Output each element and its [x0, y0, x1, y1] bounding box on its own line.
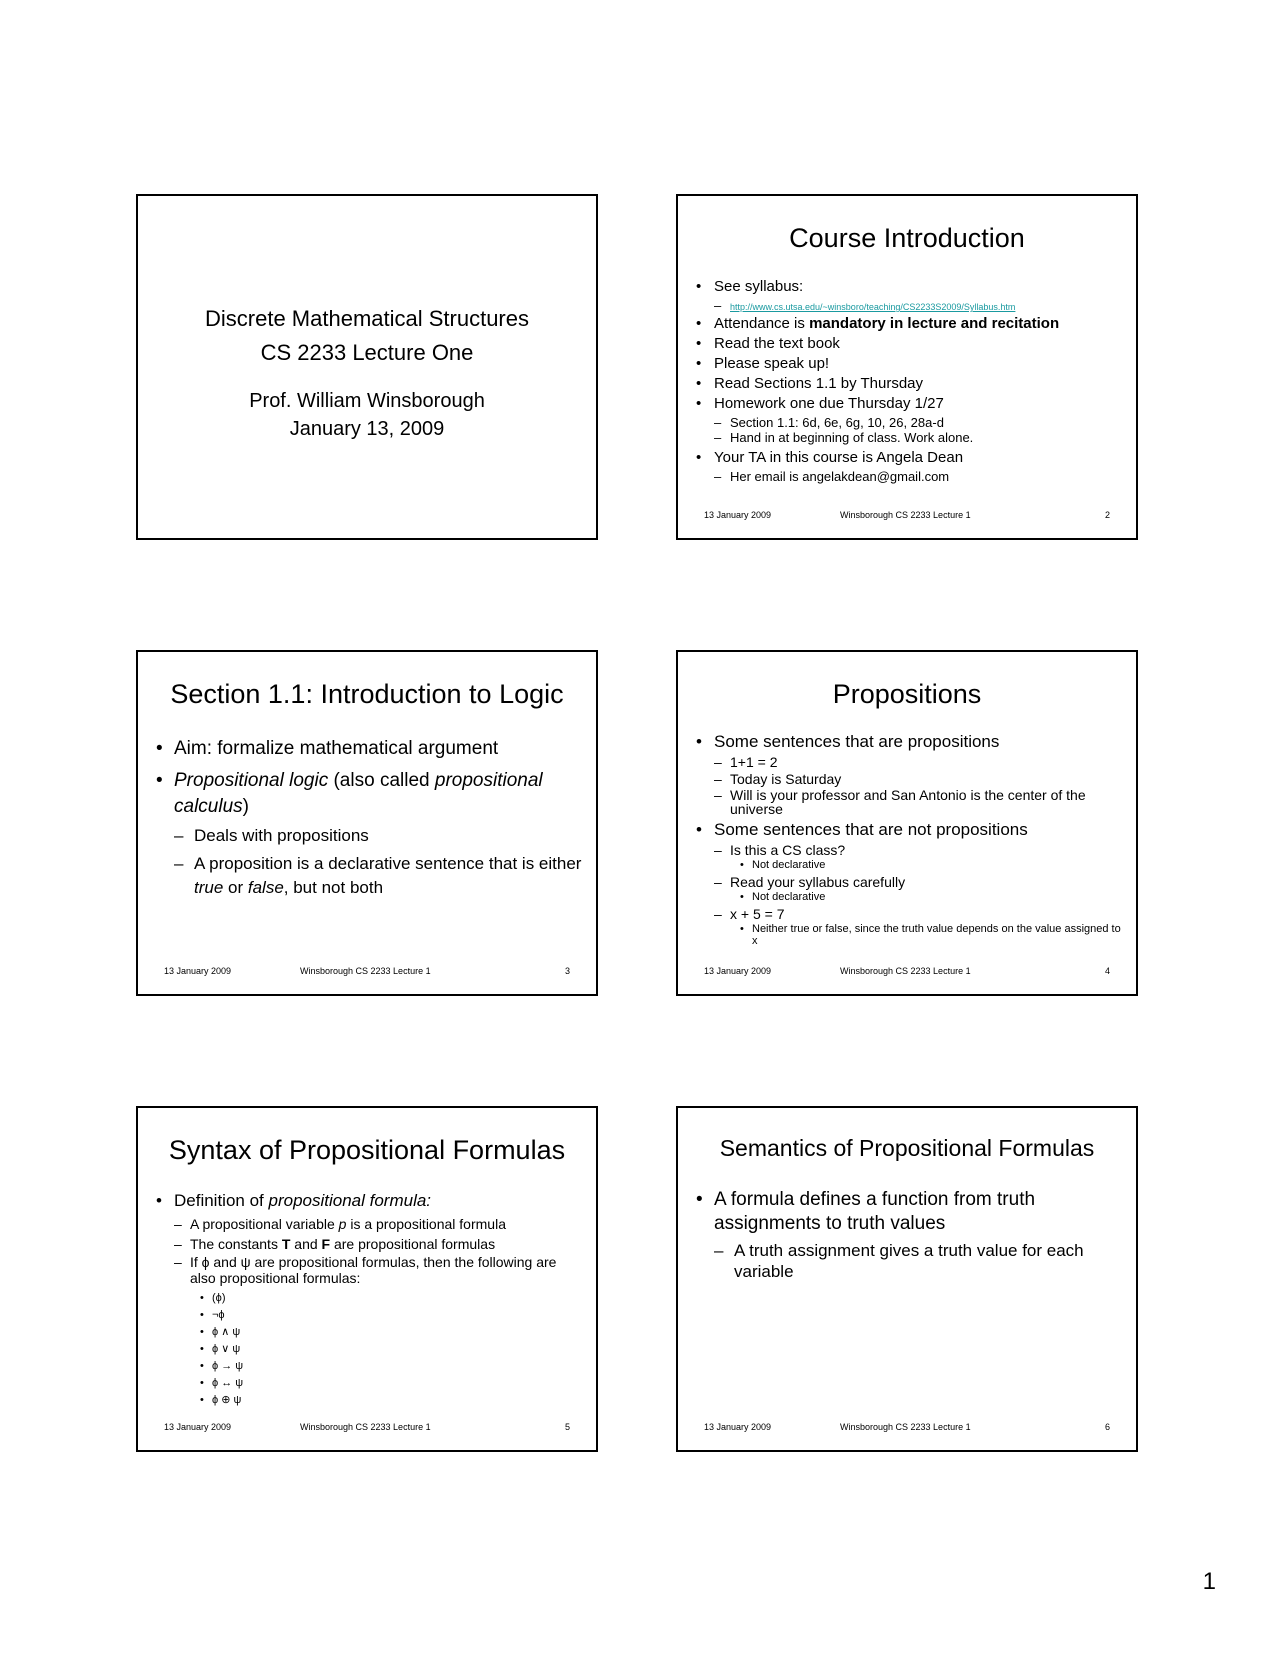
slide-number: 4: [1104, 966, 1110, 976]
slide-footer: [704, 966, 1110, 978]
sub-bullet: – Today is Saturday: [696, 771, 1124, 788]
footer-date: 13 January 2009: [164, 1422, 232, 1432]
footer-date: 13 January 2009: [704, 1422, 772, 1432]
footer-date: 13 January 2009: [704, 966, 772, 976]
professor-name: Prof. William Winsborough: [249, 390, 485, 412]
sub-bullet: – If ϕ and ψ are propositional formulas, then the following are also propositional formulas:: [156, 1254, 584, 1286]
sub-bullet: – A proposition is a declarative sentence that is either true or false, but not both: [156, 852, 584, 900]
sub-bullet: – 1+1 = 2: [696, 754, 1124, 771]
formula-item: • ϕ ⊕ ψ: [156, 1392, 584, 1409]
slide-5: [136, 1106, 598, 1452]
bullet: • Homework one due Thursday 1/27: [696, 395, 1124, 413]
lecture-title: CS 2233 Lecture One: [260, 340, 474, 365]
slide-4: [676, 650, 1138, 996]
slide-footer: [704, 510, 1110, 522]
formula-item: • (ϕ): [156, 1290, 584, 1307]
sub-sub-bullet: • Not declarative: [696, 891, 1124, 903]
slide-title: Syntax of Propositional Formulas: [168, 1135, 566, 1165]
sub-bullet: – Hand in at beginning of class. Work alone.: [696, 430, 1124, 445]
footer-course: Winsborough CS 2233 Lecture 1: [300, 1422, 431, 1432]
footer-date: 13 January 2009: [164, 966, 232, 976]
bullet: • Read Sections 1.1 by Thursday: [696, 375, 1124, 393]
slide-number: 3: [564, 966, 570, 976]
formula-item: • ϕ ∨ ψ: [156, 1341, 584, 1358]
slide-footer: [164, 1422, 570, 1434]
slide-title: Semantics of Propositional Formulas: [719, 1135, 1095, 1161]
page-number: 1: [1202, 1568, 1216, 1595]
formula-item: • ϕ → ψ: [156, 1358, 584, 1375]
footer-course: Winsborough CS 2233 Lecture 1: [300, 966, 431, 976]
slide-title: Section 1.1: Introduction to Logic: [170, 679, 564, 709]
lecture-date: January 13, 2009: [289, 418, 445, 440]
slide-2: [676, 194, 1138, 540]
bullet: • Definition of propositional formula:: [156, 1190, 584, 1212]
bullet: • Propositional logic (also called propositional calculus): [156, 768, 584, 820]
sub-bullet: – x + 5 = 7: [696, 906, 1124, 923]
slide-6: [676, 1106, 1138, 1452]
sub-bullet: – A propositional variable p is a propositional formula: [156, 1214, 584, 1234]
syllabus-link[interactable]: http://www.cs.utsa.edu/~winsboro/teaching/CS2233S2009/Syllabus.htm: [730, 302, 1016, 312]
slide-body: [156, 1190, 584, 1409]
sub-bullet: – The constants T and F are propositional formulas: [156, 1234, 584, 1254]
slide-3: [136, 650, 598, 996]
slide-number: 6: [1104, 1422, 1110, 1432]
formula-item: • ϕ ↔ ψ: [156, 1375, 584, 1392]
sub-bullet: – Section 1.1: 6d, 6e, 6g, 10, 26, 28a-d: [696, 415, 1124, 430]
sub-bullet: [696, 298, 1124, 315]
slide-body: [696, 278, 1124, 484]
slide-footer: [164, 966, 570, 978]
bullet: • Please speak up!: [696, 355, 1124, 373]
sub-bullet: – A truth assignment gives a truth value for each variable: [696, 1240, 1124, 1282]
sub-bullet: – Is this a CS class?: [696, 842, 1124, 859]
formula-item: • ϕ ∧ ψ: [156, 1324, 584, 1341]
slide-footer: [704, 1422, 1110, 1434]
sub-bullet: – Her email is angelakdean@gmail.com: [696, 469, 1124, 484]
bullet: • A formula defines a function from truth assignments to truth values: [696, 1188, 1124, 1236]
bullet: • Attendance is mandatory in lecture and recitation: [696, 315, 1124, 333]
slide-title: Course Introduction: [789, 223, 1025, 253]
bullet: • Some sentences that are propositions: [696, 732, 1124, 752]
bullet: • Read the text book: [696, 335, 1124, 353]
slide-body: [696, 732, 1124, 947]
bullet: • Some sentences that are not propositions: [696, 820, 1124, 840]
formula-item: • ¬ϕ: [156, 1307, 584, 1324]
sub-sub-bullet: • Neither true or false, since the truth value depends on the value assigned to x: [696, 923, 1124, 947]
bullet: • See syllabus:: [696, 278, 1124, 296]
slide-number: 5: [564, 1422, 570, 1432]
sub-bullet: – Read your syllabus carefully: [696, 874, 1124, 891]
bullet: • Aim: formalize mathematical argument: [156, 736, 584, 762]
footer-date: 13 January 2009: [704, 510, 772, 520]
slide-body: [156, 736, 584, 900]
slide-title: Propositions: [832, 679, 982, 709]
footer-course: Winsborough CS 2233 Lecture 1: [840, 510, 971, 520]
footer-course: Winsborough CS 2233 Lecture 1: [840, 1422, 971, 1432]
slide-1: [136, 194, 598, 540]
footer-course: Winsborough CS 2233 Lecture 1: [840, 966, 971, 976]
bullet: • Your TA in this course is Angela Dean: [696, 449, 1124, 467]
slide-number: 2: [1104, 510, 1110, 520]
sub-bullet: – Deals with propositions: [156, 824, 584, 848]
slide-body: [696, 1188, 1124, 1282]
sub-sub-bullet: • Not declarative: [696, 859, 1124, 871]
course-name: Discrete Mathematical Structures: [205, 306, 529, 331]
sub-bullet: – Will is your professor and San Antonio is the center of the universe: [696, 788, 1124, 816]
